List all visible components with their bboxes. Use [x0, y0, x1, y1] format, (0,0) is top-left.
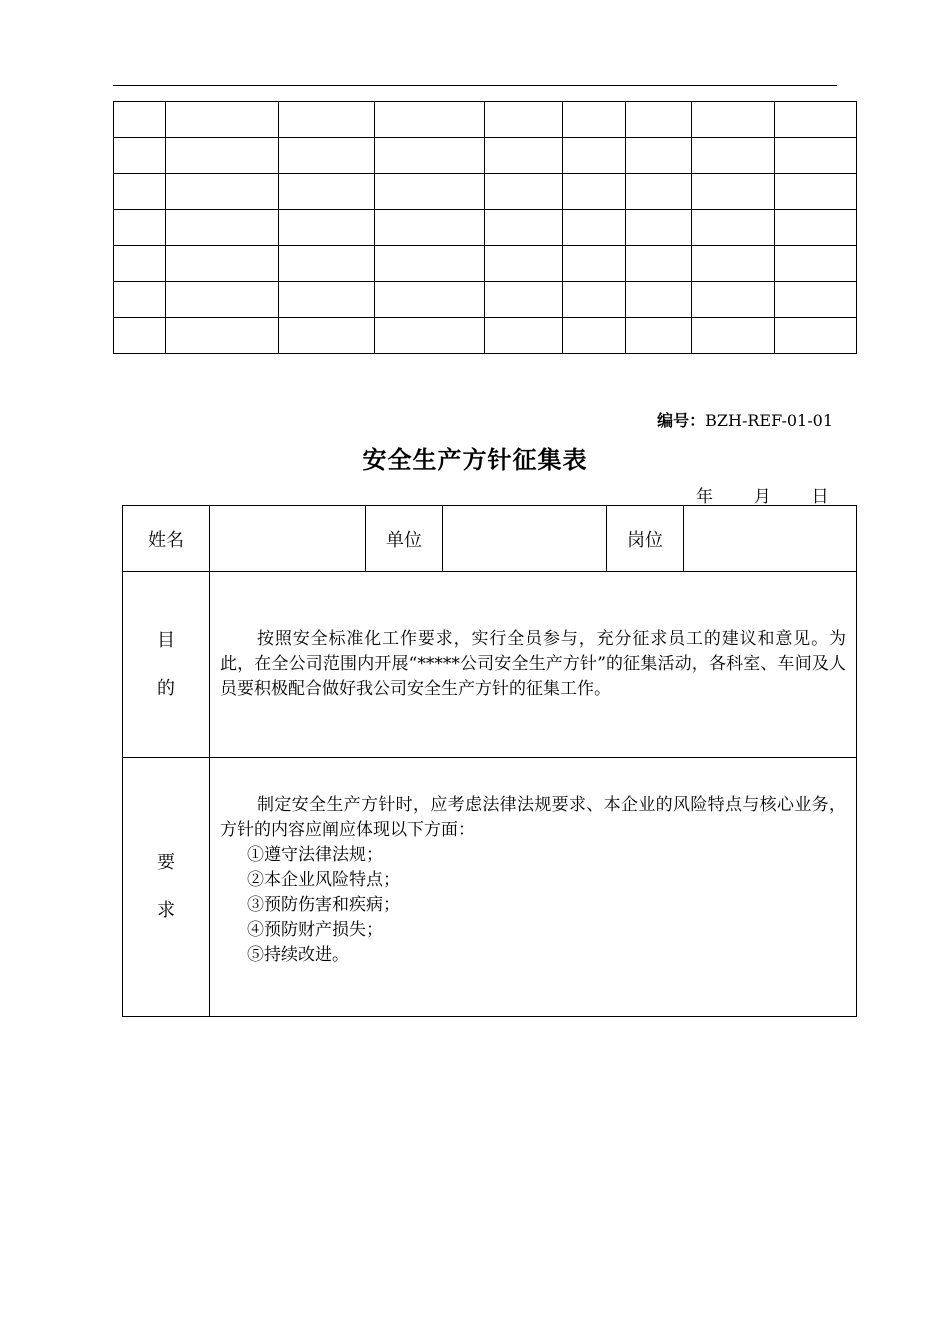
requirement-item-4: ④预防财产损失； [247, 919, 383, 940]
unit-label: 单位 [366, 506, 443, 572]
blank-table-cell[interactable] [692, 174, 775, 210]
requirements-label-char-1: 要 [157, 852, 175, 873]
requirements-intro: 制定安全生产方针时，应考虑法律法规要求、本企业的风险特点与核心业务，方针的内容应阐应体现以下方面： [220, 794, 846, 840]
blank-table-cell[interactable] [775, 282, 857, 318]
date-day: 日 [811, 487, 829, 507]
blank-table-cell[interactable] [692, 138, 775, 174]
blank-table-cell[interactable] [375, 246, 485, 282]
name-label: 姓名 [123, 506, 210, 572]
blank-table-cell[interactable] [166, 282, 279, 318]
purpose-label-char-1: 目 [157, 629, 175, 651]
blank-table-row [114, 102, 857, 138]
blank-table-cell[interactable] [692, 246, 775, 282]
requirements-cell [210, 758, 857, 1017]
blank-table-cell[interactable] [279, 210, 375, 246]
blank-table-cell[interactable] [114, 210, 166, 246]
blank-table-cell[interactable] [485, 102, 563, 138]
date-month: 月 [753, 487, 771, 507]
header-row [123, 506, 857, 572]
purpose-label-char-2: 的 [157, 677, 175, 699]
requirements-row [123, 758, 857, 1017]
blank-table-cell[interactable] [626, 138, 692, 174]
post-field[interactable] [684, 506, 857, 572]
purpose-label [123, 572, 210, 758]
unit-field[interactable] [443, 506, 607, 572]
blank-table-cell[interactable] [563, 282, 626, 318]
date-year: 年 [696, 487, 713, 507]
document-code-label: 编号： [657, 411, 706, 430]
blank-table-cell[interactable] [375, 282, 485, 318]
blank-table-cell[interactable] [775, 318, 857, 354]
blank-table-cell[interactable] [114, 282, 166, 318]
form-title: 安全生产方针征集表 [362, 446, 588, 474]
blank-table-cell[interactable] [775, 138, 857, 174]
blank-table-cell[interactable] [626, 318, 692, 354]
collection-form-table [122, 505, 857, 1017]
blank-table-cell[interactable] [375, 102, 485, 138]
post-label: 岗位 [607, 506, 684, 572]
header-rule [113, 85, 837, 86]
blank-table-cell[interactable] [775, 246, 857, 282]
blank-table-cell[interactable] [692, 210, 775, 246]
blank-table-cell[interactable] [775, 174, 857, 210]
blank-table-cell[interactable] [485, 282, 563, 318]
blank-table-cell[interactable] [279, 282, 375, 318]
purpose-text: 按照安全标准化工作要求，实行全员参与，充分征求员工的建议和意见。为此，在全公司范围内开展“*****公司安全生产方针”的征集活动，各科室、车间及人员要积极配合做好我公司安全生产方针的征集工作。 [220, 629, 846, 699]
blank-table-cell[interactable] [485, 174, 563, 210]
document-code [657, 408, 833, 431]
blank-table-cell[interactable] [279, 102, 375, 138]
blank-table-cell[interactable] [626, 210, 692, 246]
blank-table-cell[interactable] [279, 246, 375, 282]
document-code-value: BZH-REF-01-01 [705, 411, 833, 430]
blank-table-cell[interactable] [626, 102, 692, 138]
blank-table-cell[interactable] [279, 318, 375, 354]
purpose-cell [210, 572, 857, 758]
blank-table-cell[interactable] [166, 138, 279, 174]
blank-table-row [114, 174, 857, 210]
blank-table-cell[interactable] [692, 102, 775, 138]
blank-table-cell[interactable] [166, 174, 279, 210]
blank-table-cell[interactable] [775, 210, 857, 246]
blank-table-cell[interactable] [692, 282, 775, 318]
date-line [696, 482, 829, 507]
requirements-label-char-2: 求 [157, 900, 175, 921]
blank-table-cell[interactable] [563, 210, 626, 246]
blank-table-row [114, 210, 857, 246]
blank-table-row [114, 138, 857, 174]
requirement-item-5: ⑤持续改进。 [247, 944, 349, 965]
requirement-item-2: ②本企业风险特点； [247, 869, 400, 890]
blank-table-cell[interactable] [114, 102, 166, 138]
blank-table-cell[interactable] [485, 138, 563, 174]
blank-table-row [114, 282, 857, 318]
blank-table-row [114, 318, 857, 354]
blank-table-cell[interactable] [114, 174, 166, 210]
blank-table-cell[interactable] [692, 318, 775, 354]
blank-table-row [114, 246, 857, 282]
blank-table-cell[interactable] [375, 138, 485, 174]
blank-table-cell[interactable] [114, 246, 166, 282]
blank-table-cell[interactable] [166, 318, 279, 354]
blank-table-cell[interactable] [114, 138, 166, 174]
blank-table-cell[interactable] [166, 246, 279, 282]
requirements-label [123, 758, 210, 1017]
blank-table-cell[interactable] [166, 210, 279, 246]
requirement-item-3: ③预防伤害和疾病； [247, 894, 400, 915]
blank-table-cell[interactable] [563, 138, 626, 174]
blank-table-cell[interactable] [563, 174, 626, 210]
purpose-row [123, 572, 857, 758]
requirement-item-1: ①遵守法律法规； [247, 844, 383, 865]
blank-table-cell[interactable] [485, 210, 563, 246]
blank-table-cell[interactable] [563, 246, 626, 282]
blank-table-cell[interactable] [626, 282, 692, 318]
blank-table-cell[interactable] [114, 318, 166, 354]
blank-table-cell[interactable] [375, 210, 485, 246]
blank-table-cell[interactable] [563, 102, 626, 138]
blank-table-cell[interactable] [375, 174, 485, 210]
name-field[interactable] [210, 506, 366, 572]
blank-table-cell[interactable] [563, 318, 626, 354]
blank-table-cell[interactable] [279, 174, 375, 210]
blank-table-cell[interactable] [375, 318, 485, 354]
blank-record-table [113, 101, 857, 354]
blank-table-cell[interactable] [626, 174, 692, 210]
blank-table-cell[interactable] [166, 102, 279, 138]
blank-table-cell[interactable] [775, 102, 857, 138]
blank-table-cell[interactable] [279, 138, 375, 174]
blank-table-cell[interactable] [485, 246, 563, 282]
blank-table-cell[interactable] [485, 318, 563, 354]
blank-table-cell[interactable] [626, 246, 692, 282]
